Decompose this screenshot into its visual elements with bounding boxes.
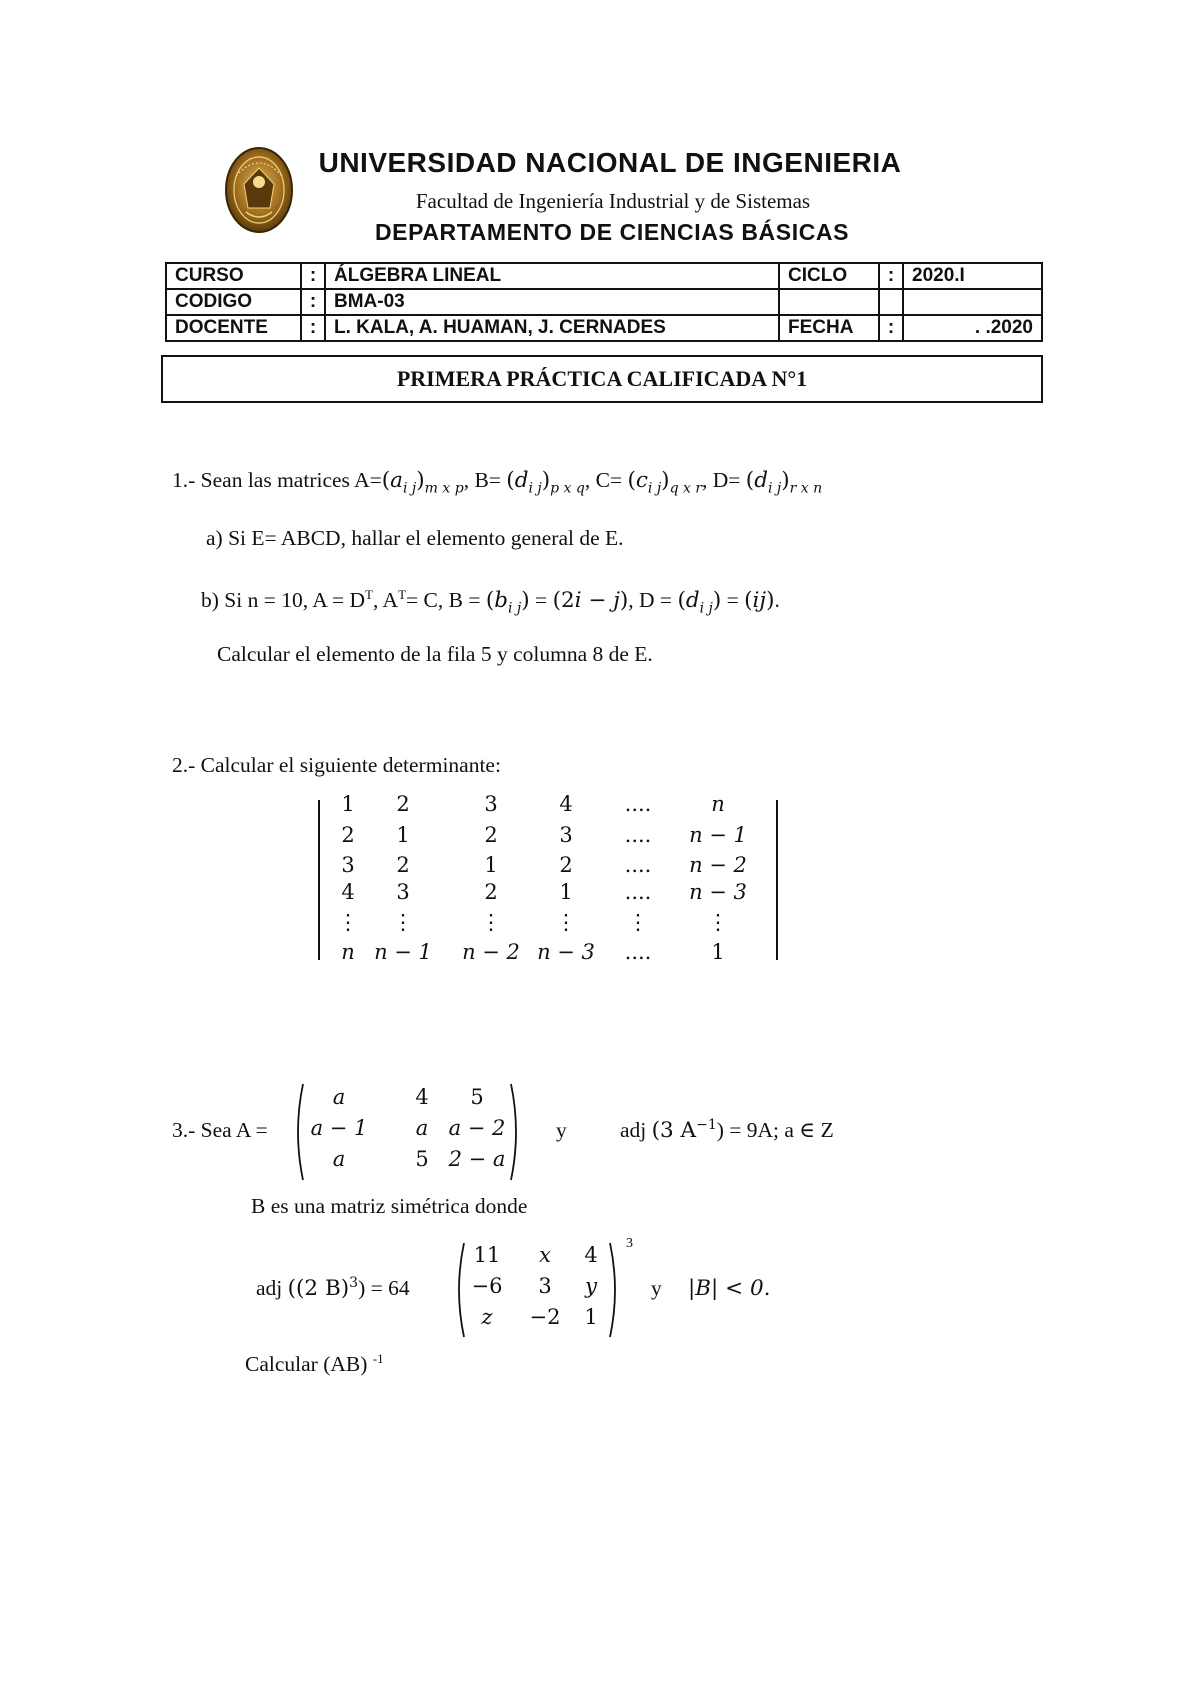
problem-3-intro: 3.- Sea A = [172,1118,268,1142]
colon: : [301,263,325,289]
matrix-b-exponent: 3 [626,1236,633,1251]
matrix-cell: a [332,1085,346,1109]
matrix-cell: 2 − a [448,1147,506,1171]
det-cell: 1 [341,792,355,816]
adj-label: adj [256,1276,283,1300]
det-cell: 3 [341,853,355,877]
det-cell: 1 [711,940,725,964]
matrix-cell: 4 [584,1243,598,1267]
det-cell: n [341,940,355,964]
det-cell: .... [624,880,652,904]
matrix-cell: −2 [529,1305,561,1329]
cube-exponent: 3 [349,1274,359,1291]
matrix-cell: y [585,1274,597,1298]
det-cell: n − 3 [689,880,747,904]
codigo-value: BMA-03 [325,289,779,315]
b-symmetric-text: B es una matriz simétrica donde [251,1194,528,1218]
det-b-condition: |B| < 0. [688,1276,771,1301]
det-cell: .... [624,823,652,847]
det-cell: ⋮ [555,910,577,934]
det-cell: ⋮ [627,910,649,934]
calc-label: Calcular (AB) [245,1352,368,1376]
matrix-cell: a − 2 [448,1116,506,1140]
code-row [166,289,1042,315]
det-cell: 4 [559,792,573,816]
fecha-label: FECHA [779,315,879,341]
fecha-value: . .2020 [903,315,1042,341]
university-name: UNIVERSIDAD NACIONAL DE INGENIERIA [318,147,902,178]
det-cell: n − 1 [689,823,747,847]
problem-1-statement: 1.- Sean las matrices $A=(a_{i j})_{m x p}$, $B= (d_{i j})_{p x q}$, $C= (c_{i j})_{q x r}$, $D= (d_{i j})_{r x n}$ [172,468,823,497]
adj-rhs: ) = 64 [358,1276,410,1300]
matrix-cell: a [332,1147,346,1171]
matrix-cell: 4 [415,1085,429,1109]
part-b-prefix: b) Si n = 10, A = D [201,588,366,612]
det-cell: ⋮ [707,910,729,934]
det-cell: 4 [341,880,355,904]
det-cell: 3 [559,823,573,847]
conjunction-y: y [651,1276,662,1300]
faculty-name: Facultad de Ingeniería Industrial y de Sistemas [415,189,811,213]
colon: : [879,315,903,341]
ciclo-label: CICLO [779,263,879,289]
det-cell: 2 [341,823,355,847]
matrix-cell: z [481,1305,493,1329]
sep-d: , D= [702,468,746,492]
part-b-d: , D = [628,588,678,612]
adj-arg: ((2 B) [287,1276,350,1301]
det-cell: 1 [559,880,573,904]
det-cell: n − 2 [689,853,747,877]
conjunction-y: y [556,1118,567,1142]
transpose-mark: T [365,586,373,602]
docente-value: L. KALA, A. HUAMAN, J. CERNADES [325,315,779,341]
det-cell: 2 [484,880,498,904]
det-cell: 1 [484,853,498,877]
adj-label: adj [620,1118,647,1142]
det-cell: .... [624,940,652,964]
docente-label: DOCENTE [166,315,301,341]
problem-2-intro: 2.- Calcular el siguiente determinante: [172,753,501,777]
matrix-cell: a [415,1116,429,1140]
equals: = [529,588,553,612]
det-cell: 2 [484,823,498,847]
course-info-table [165,262,1043,342]
problem-1-intro: 1.- Sean las matrices A= [172,468,382,492]
det-cell: 3 [396,880,410,904]
matrix-cell: a − 1 [310,1116,368,1140]
det-cell: n − 2 [462,940,520,964]
det-cell: .... [624,853,652,877]
codigo-label: CODIGO [166,289,301,315]
matrix-cell: 1 [584,1305,598,1329]
problem-1-part-b: b) Si n = 10, $A = D^T$, $A^T= C$, $B = (b_{i j}) = (2i - j)$, $D = (d_{i j}) = (ij)$. [201,586,780,617]
adj-arg: (3 A [651,1118,697,1143]
empty-cell [903,289,1042,315]
colon: : [301,289,325,315]
det-cell: 3 [484,792,498,816]
sep-b: , B= [463,468,507,492]
matrix-cell: 11 [473,1243,501,1267]
sep-c: , C= [584,468,628,492]
teacher-row [166,315,1042,341]
det-cell: 2 [559,853,573,877]
part-b-rest: = C, B = [406,588,486,612]
equals: = [721,588,745,612]
problem-3-calc [245,1352,384,1377]
det-cell: .... [624,792,652,816]
problem-1-calc: Calcular el elemento de la fila 5 y columna 8 de E. [217,642,653,666]
det-cell: 1 [396,823,410,847]
transpose-mark: T [398,586,407,602]
matrix-a [291,1082,523,1182]
colon: : [301,315,325,341]
det-cell: 2 [396,853,410,877]
adj-equation [620,1118,834,1143]
matrix-cell: 5 [415,1147,429,1171]
curso-label: CURSO [166,263,301,289]
department-name: DEPARTAMENTO DE CIENCIAS BÁSICAS [374,219,850,245]
exam-title: PRIMERA PRÁCTICA CALIFICADA N°1 [161,355,1043,403]
problem-1-part-a: a) Si E= ABCD, hallar el elemento general de E. [206,526,624,550]
det-right-bar [776,800,778,960]
course-row [166,263,1042,289]
det-cell: n [711,792,725,816]
det-cell: ⋮ [337,910,359,934]
det-cell: 2 [396,792,410,816]
adj-b-equation [256,1276,410,1301]
inverse-exponent: -1 [372,1350,384,1366]
adj-rhs: ) = 9A; a ∈ Z [716,1118,834,1142]
matrix-cell: −6 [471,1274,503,1298]
det-cell: n − 3 [537,940,595,964]
curso-value: ÁLGEBRA LINEAL [325,263,779,289]
colon: : [879,263,903,289]
det-cell: ⋮ [392,910,414,934]
matrix-cell: 3 [538,1274,552,1298]
matrix-b [452,1241,622,1339]
left-paren-icon [291,1082,305,1182]
det-cell: ⋮ [480,910,502,934]
det-cell: n − 1 [374,940,432,964]
part-b-mid: , A [372,588,399,612]
inverse-exponent: −1 [696,1116,717,1133]
matrix-cell: x [539,1243,551,1267]
empty-cell [779,289,879,315]
ciclo-value: 2020.I [903,263,1042,289]
empty-cell [879,289,903,315]
matrix-cell: 5 [470,1085,484,1109]
determinant [318,792,778,964]
